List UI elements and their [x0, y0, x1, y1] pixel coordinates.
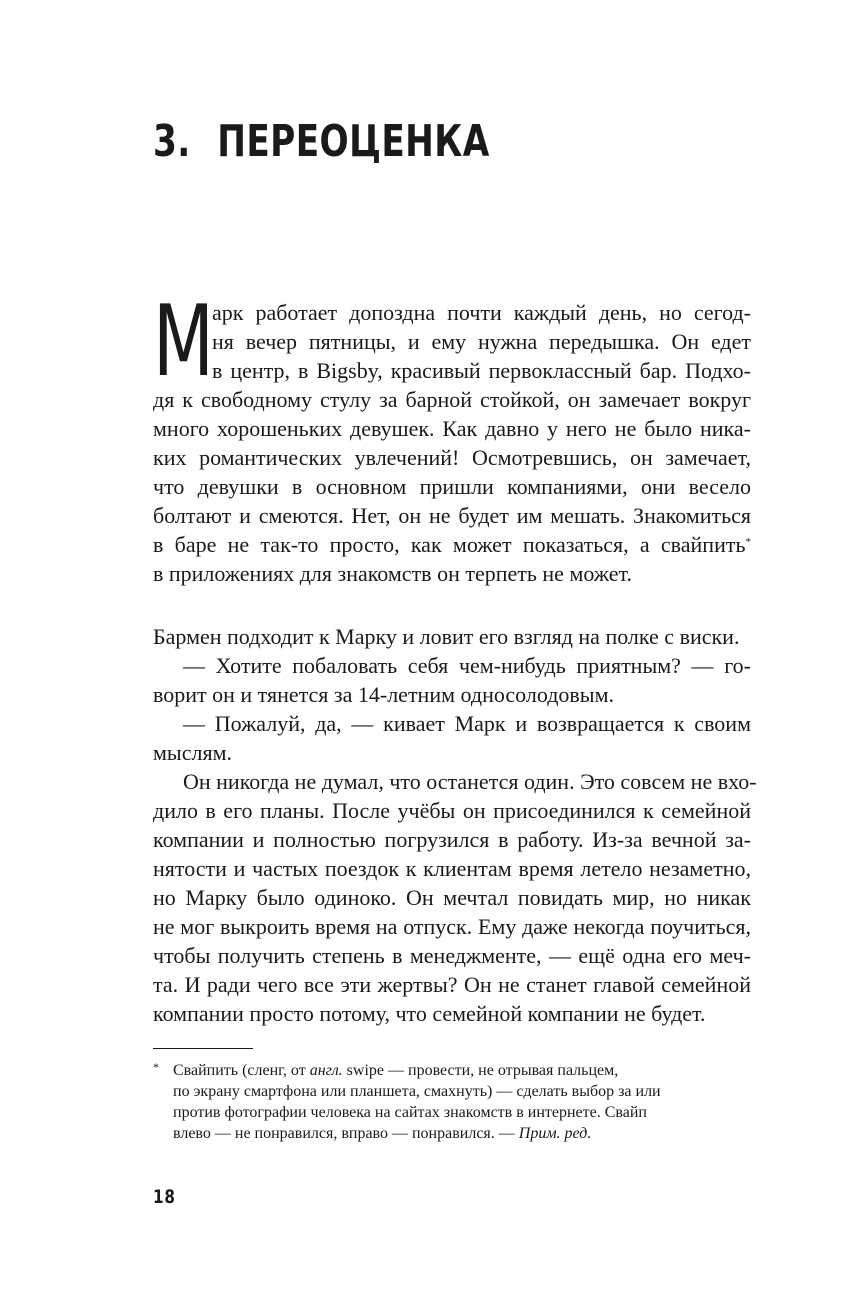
- footnote-line: против фотографии человека на сайтах знакомств в интернете. Свайп: [173, 1104, 647, 1121]
- footnote-emphasis: Прим. ред.: [518, 1125, 592, 1142]
- text-line: мыслям.: [153, 740, 232, 765]
- text-line: в баре не так-то просто, как может показаться, а свайпить: [153, 532, 746, 557]
- text-line: компании и полностью погрузился в работу. Из-за вечной за-: [153, 827, 751, 852]
- text-line: много хорошеньких девушек. Как давно у него не было ника-: [153, 416, 751, 441]
- text-line: ких романтических увлечений! Осмотревшись, он замечает,: [153, 445, 751, 470]
- text-line: болтают и смеются. Нет, он не будет им мешать. Знакомиться: [153, 503, 751, 528]
- text-line: дя к свободному стулу за барной стойкой, он замечает вокруг: [153, 387, 751, 412]
- chapter-title: [153, 112, 490, 172]
- intro-paragraph: [153, 285, 751, 588]
- footnote-line: Свайпить (сленг, от англ. swipe — провести, не отрывая пальцем,: [173, 1062, 619, 1079]
- text-line: Бармен подходит к Марку и ловит его взгляд на полке с виски.: [153, 624, 740, 649]
- footnote-line: влево — не понравился, вправо — понравился. — Прим. ред.: [173, 1125, 592, 1142]
- text-line-with-mark: [153, 530, 751, 559]
- footnote-line: по экрану смартфона или планшета, смахнуть) — сделать выбор за или: [173, 1083, 661, 1100]
- text-line: компании просто потому, что семейной компании не будет.: [153, 1001, 706, 1026]
- footnote: [153, 1060, 713, 1144]
- text-line: в приложениях для знакомств он терпеть не может.: [153, 561, 632, 586]
- drop-cap: М: [153, 285, 214, 399]
- footnote-emphasis: англ.: [309, 1062, 343, 1079]
- text-line: но Марку было одиноко. Он мечтал повидать мир, но никак: [153, 885, 751, 910]
- text-line: та. И ради чего все эти жертвы? Он не станет главой семейной: [153, 972, 751, 997]
- text-line: не мог выкроить время на отпуск. Ему даже некогда поучиться,: [153, 914, 751, 939]
- text-line: арк работает допоздна почти каждый день, но сегод-: [212, 300, 751, 325]
- dialogue-line: — Хотите побаловать себя чем-нибудь приятным? — го-: [183, 653, 751, 678]
- chapter-name: ПЕРЕОЦЕНКА: [217, 116, 490, 167]
- dialogue-line: — Пожалуй, да, — кивает Марк и возвращается к своим: [183, 711, 751, 736]
- chapter-number: 3.: [153, 116, 191, 167]
- text-line: ворит он и тянется за 14-летним односолодовым.: [153, 682, 615, 707]
- text-line: чтобы получить степень в менеджменте, — ещё одна его меч-: [153, 943, 751, 968]
- text-line: нятости и частых поездок к клиентам время летело незаметно,: [153, 856, 751, 881]
- page-number: 18: [153, 1186, 176, 1208]
- dropcap-wrap: [153, 285, 751, 399]
- footnote-divider: [153, 1048, 253, 1049]
- footnote-mark: *: [745, 536, 751, 548]
- text-line: в центр, в Bigsby, красивый первоклассный бар. Подхо-: [212, 358, 751, 383]
- text-line: ня вечер пятницы, и ему нужна передышка. Он едет: [212, 329, 751, 354]
- text-line: Он никогда не думал, что останется один. Это совсем не вхо-: [183, 769, 757, 794]
- scene-paragraphs: [153, 622, 757, 1028]
- footnote-star: *: [153, 1060, 159, 1074]
- text-line: дило в его планы. После учёбы он присоединился к семейной: [153, 798, 751, 823]
- text-line: что девушки в основном пришли компаниями, они весело: [153, 474, 751, 499]
